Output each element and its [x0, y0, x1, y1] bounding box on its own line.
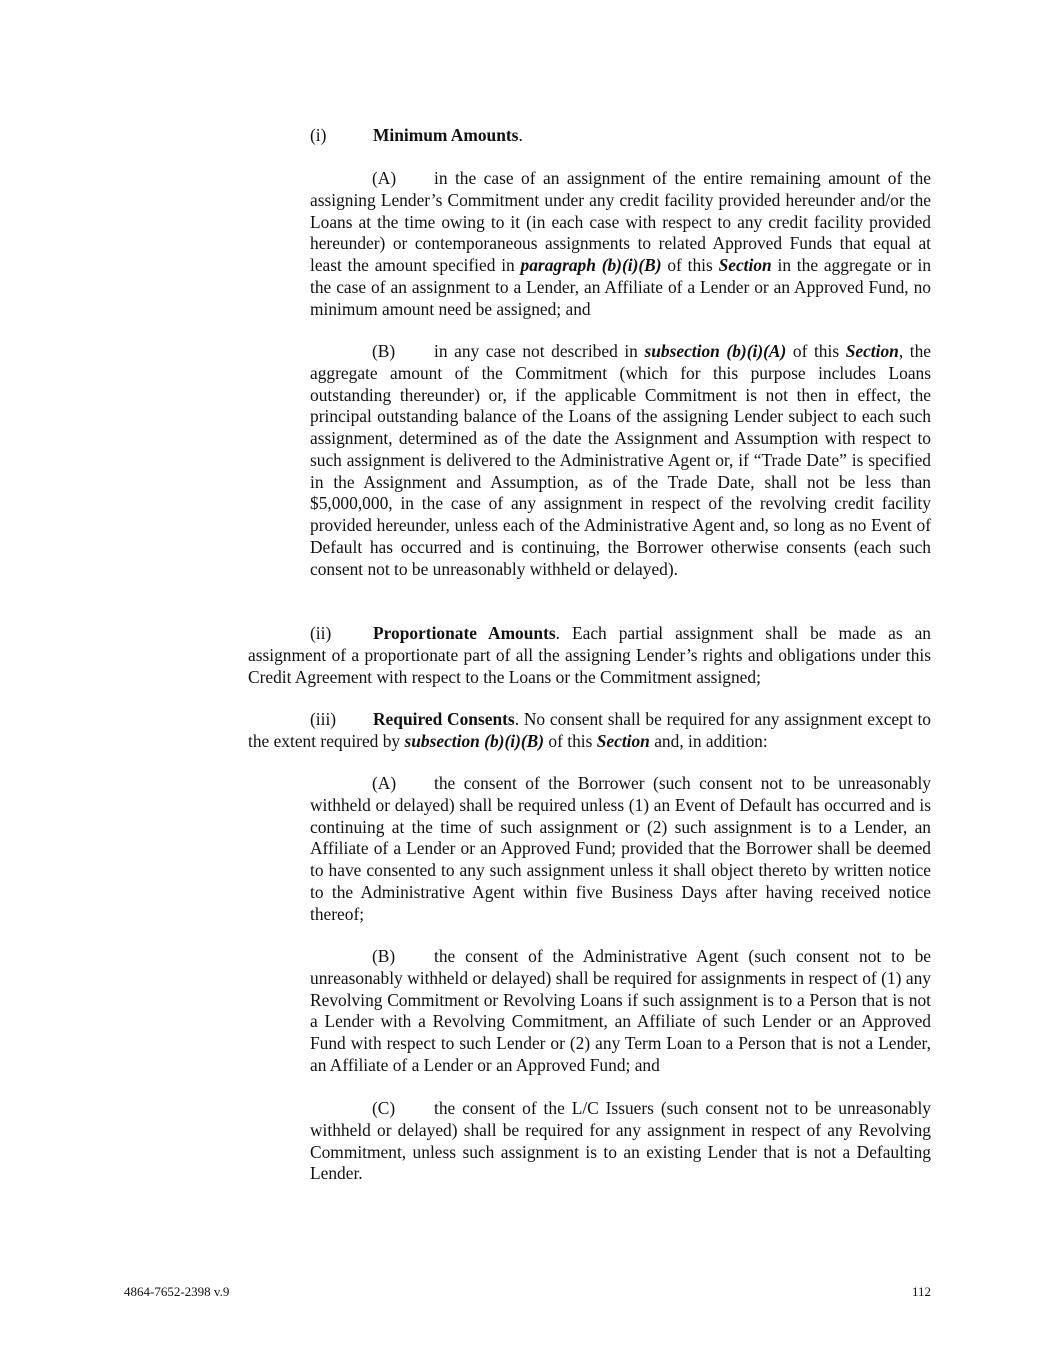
paragraph-iii-c: (C) the consent of the L/C Issuers (such consent not to be unreasonably withheld or delayed) shall be required for any assignment in respect of any Revolving Commitment, unless such assignment is to an existing Lender that is not a Defaulting Lender.	[310, 1098, 931, 1184]
document-id: 4864-7652-2398 v.9	[124, 1284, 230, 1299]
cross-reference: subsection (b)(i)(B)	[404, 730, 545, 751]
cross-reference: paragraph (b)(i)(B)	[520, 255, 662, 275]
section-label: (ii)	[310, 623, 332, 643]
section-heading: Minimum Amounts	[373, 125, 519, 145]
paragraph-label: (A)	[372, 168, 397, 188]
paragraph-iii-b: (B) the consent of the Administrative Agent (such consent not to be unreasonably withheld or delayed) shall be required for assignments in respect of (1) any Revolving Commitment or Revolving Loans if such assignment is to a Person that is not a Lender with a Revolving Commitment, an Affiliate of such Lender or an Approved Fund with respect to such Lender or (2) any Term Loan to a Person that is not a Lender, an Affiliate of a Lender or an Approved Fund; and	[310, 946, 931, 1075]
cross-reference: subsection (b)(i)(A)	[644, 341, 787, 361]
cross-reference: Section	[845, 341, 899, 361]
paragraph-label: (B)	[372, 946, 396, 966]
paragraph-label: (C)	[372, 1098, 396, 1118]
section-i-heading: (i) Minimum Amounts.	[310, 125, 523, 145]
section-heading: Required Consents	[373, 709, 515, 729]
section-label: (i)	[310, 125, 327, 145]
cross-reference: Section	[596, 730, 650, 751]
paragraph-label: (B)	[372, 341, 396, 361]
paragraph-iii-a: (A) the consent of the Borrower (such consent not to be unreasonably withheld or delayed) shall be required unless (1) an Event of Default has occurred and is continuing at the time of such assignment or (2) such assignment is to a Lender, an Affiliate of a Lender or an Approved Fund; provided that the Borrower shall be deemed to have consented to any such assignment unless it shall object thereto by written notice to the Administrative Agent within five Business Days after having received notice thereof;	[310, 773, 931, 924]
section-heading: Proportionate Amounts	[373, 623, 556, 643]
section-label: (iii)	[310, 709, 337, 729]
paragraph-label: (A)	[372, 773, 397, 793]
page-number: 112	[911, 1284, 931, 1299]
section-iii: (iii) Required Consents. No consent shall be required for any assignment except to the extent required by subsection (b)(i)(B) of this Section and, in addition:	[248, 709, 931, 751]
cross-reference: Section	[718, 255, 772, 275]
section-ii: (ii) Proportionate Amounts. Each partial assignment shall be made as an assignment of a proportionate part of all the assigning Lender’s rights and obligations under this Credit Agreement with respect to the Loans or the Commitment assigned;	[248, 623, 931, 687]
paragraph-i-b: (B) in any case not described in subsection (b)(i)(A) of this Section, the aggregate amount of the Commitment (which for this purpose includes Loans outstanding thereunder) or, if the applicable Commitment is not then in effect, the principal outstanding balance of the Loans of the assigning Lender subject to each such assignment, determined as of the date the Assignment and Assumption with respect to such assignment is delivered to the Administrative Agent or, if “Trade Date” is specified in the Assignment and Assumption, as of the Trade Date, shall not be less than $5,000,000, in the case of any assignment in respect of the revolving credit facility provided hereunder, unless each of the Administrative Agent and, so long as no Event of Default has occurred and is continuing, the Borrower otherwise consents (each such consent not to be unreasonably withheld or delayed).	[310, 341, 932, 579]
paragraph-i-a: (A) in the case of an assignment of the entire remaining amount of the assigning Lender’s Commitment under any credit facility provided hereunder and/or the Loans at the time owing to it (in each case with respect to any credit facility provided hereunder) or contemporaneous assignments to related Approved Funds that equal at least the amount specified in paragraph (b)(i)(B) of this Section in the aggregate or in the case of an assignment to a Lender, an Affiliate of a Lender or an Approved Fund, no minimum amount need be assigned; and	[310, 168, 932, 319]
